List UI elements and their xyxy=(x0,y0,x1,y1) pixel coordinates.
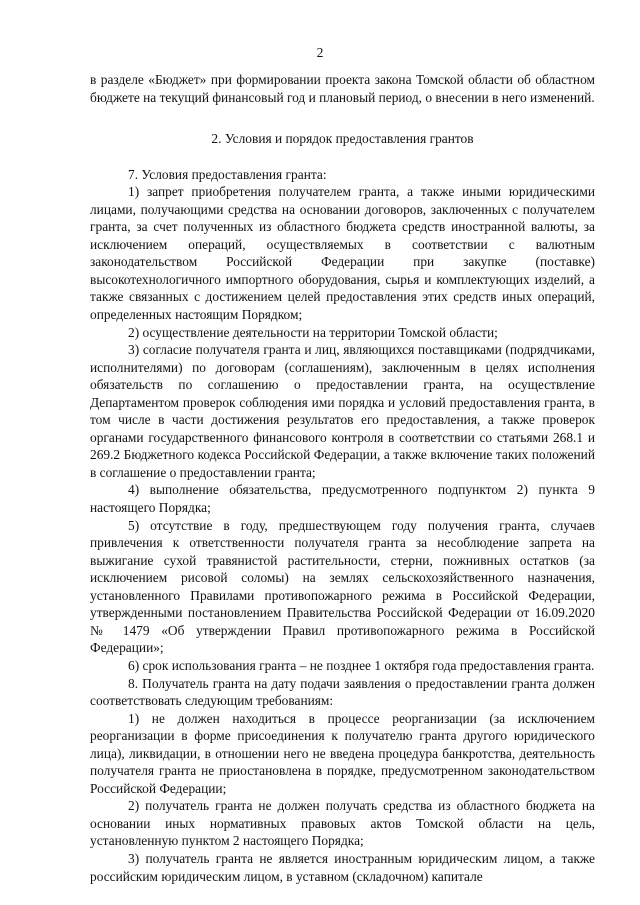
paragraph-7-3: 3) согласие получателя гранта и лиц, являющихся поставщиками (подрядчиками, исполнителями) по договорам (соглашениям), заключенным в целях исполнения обязательств по соглашению о предоставлении гранта, на осуществление Департаментом проверок соблюдения ими порядка и условий предоставления гранта, в том числе в части достижения результатов его предоставления, а также проверок органами государственного финансового контроля в соответствии со статьями 268.1 и 269.2 Бюджетного кодекса Российской Федерации, а также включение таких положений в соглашение о предоставлении гранта; xyxy=(90,342,595,480)
paragraph-7-5: 5) отсутствие в году, предшествующем году получения гранта, случаев привлечения к ответственности получателя гранта за несоблюдение запрета на выжигание сухой травянистой растительности, стерни, пожнивных остатков (за исключением рисовой соломы) на землях сельскохозяйственного назначения, установленного Правилами противопожарного режима в Российской Федерации, утвержденными постановлением Правительства Российской Федерации от 16.09.2020 № 1479 «Об утверждении Правил противопожарного режима в Российской Федерации»; xyxy=(90,517,595,656)
section-heading: 2. Условия и порядок предоставления грантов xyxy=(211,131,474,147)
document-body xyxy=(90,71,595,885)
paragraph-7: 7. Условия предоставления гранта: xyxy=(128,166,327,182)
paragraph-8-1: 1) не должен находиться в процессе реорганизации (за исключением реорганизации в форме присоединения к получателю гранта другого юридического лица), ликвидации, в отношении него не введена процедура банкротства, деятельность получателя гранта не приостановлена в порядке, предусмотренном законодательством Российской Федерации; xyxy=(90,710,595,796)
paragraph-8: 8. Получатель гранта на дату подачи заявления о предоставлении гранта должен соответствовать следующим требованиям: xyxy=(90,675,595,709)
paragraph-7-2: 2) осуществление деятельности на территории Томской области; xyxy=(128,324,498,340)
paragraph-7-4: 4) выполнение обязательства, предусмотренного подпунктом 2) пункта 9 настоящего Порядка; xyxy=(90,482,595,516)
paragraph-8-2: 2) получатель гранта не должен получать средства из областного бюджета на основании иных нормативных правовых актов Томской области на цель, установленную пунктом 2 настоящего Порядка; xyxy=(90,798,595,849)
paragraph-7-6: 6) срок использования гранта – не позднее 1 октября года предоставления гранта. xyxy=(128,657,595,673)
page-number: 2 xyxy=(316,45,324,60)
paragraph-7-1: 1) запрет приобретения получателем гранта, а также иными юридическими лицами, получающими средства на основании договоров, заключенных с получателем гранта, за счет полученных из областного бюджета средств иностранной валюты, за исключением операций, осуществляемых в соответствии с валютным законодательством Российской Федерации при закупке (поставке) высокотехнологичного импортного оборудования, сырья и комплектующих изделий, а также связанных с достижением целей предоставления этих средств иных операций, определенных настоящим Порядком; xyxy=(90,184,595,323)
paragraph-8-3: 3) получатель гранта не является иностранным юридическим лицом, а также российским юридическим лицом, в уставном (складочном) капитале xyxy=(90,850,595,884)
paragraph-budget-section: в разделе «Бюджет» при формировании проекта закона Томской области об областном бюджете на текущий финансовый год и плановый период, о внесении в него изменений. xyxy=(90,72,595,105)
